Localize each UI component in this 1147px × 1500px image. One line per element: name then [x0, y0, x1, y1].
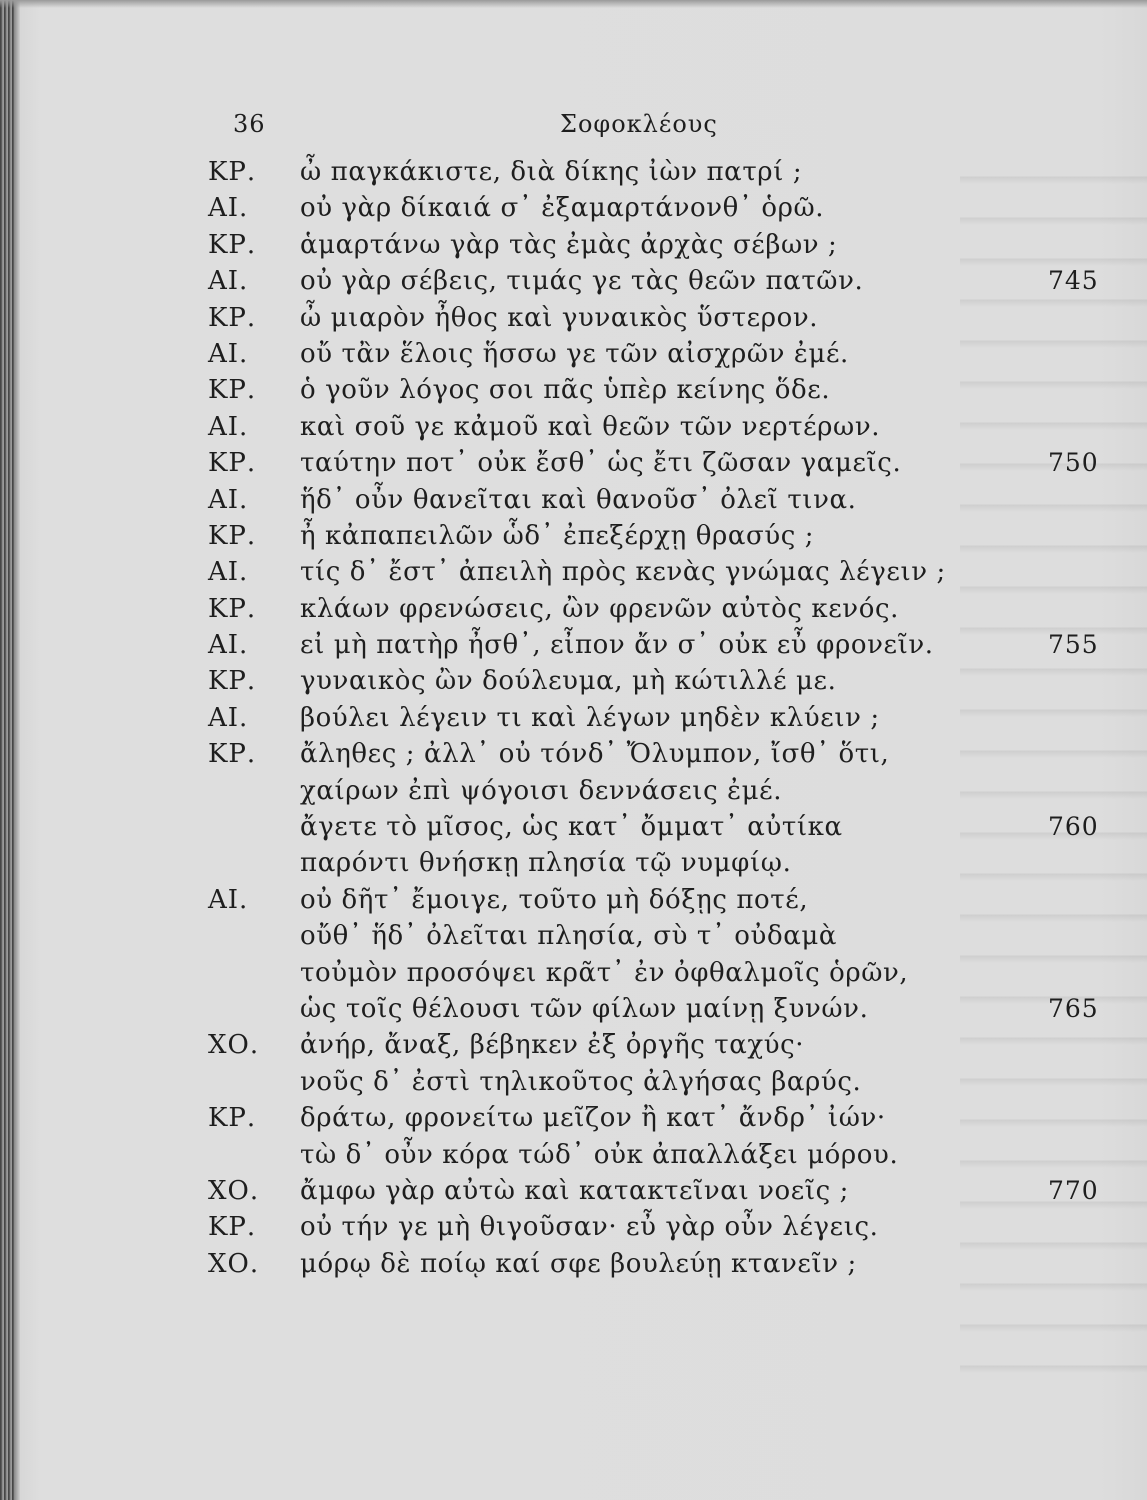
verse-line — [0, 227, 1147, 263]
verse-line — [0, 518, 1147, 554]
verse-line — [0, 1246, 1147, 1282]
verse-line — [0, 1173, 1147, 1209]
verse-text: κλάων φρενώσεις, ὢν φρενῶν αὐτὸς κενός. — [300, 593, 899, 624]
verse-line — [0, 591, 1147, 627]
verse-text: οὐ γὰρ σέβεις, τιμάς γε τὰς θεῶν πατῶν. — [300, 266, 864, 297]
verse-line — [0, 1209, 1147, 1245]
line-number: 760 — [1048, 812, 1099, 842]
verse-line — [0, 700, 1147, 736]
verse-text: χαίρων ἐπὶ ψόγοισι δεννάσεις ἐμέ. — [300, 775, 783, 806]
verse-line — [0, 736, 1147, 772]
verse-text: εἰ μὴ πατὴρ ἦσθ᾿, εἶπον ἄν σ᾿ οὐκ εὖ φρονεῖν. — [300, 630, 934, 661]
verse-line — [0, 482, 1147, 518]
speaker-label: ΑΙ. — [208, 702, 249, 733]
speaker-label: ΧΟ. — [208, 1175, 260, 1206]
verse-line — [0, 991, 1147, 1027]
verse-text: νοῦς δ᾿ ἐστὶ τηλικοῦτος ἀλγήσας βαρύς. — [300, 1066, 862, 1097]
page-number: 36 — [233, 110, 266, 138]
verse-text: οὔθ᾿ ἥδ᾿ ὀλεῖται πλησία, σὺ τ᾿ οὐδαμὰ — [300, 921, 838, 952]
verse-text: ἥδ᾿ οὖν θανεῖται καὶ θανοῦσ᾿ ὀλεῖ τινα. — [300, 484, 857, 515]
verse-block — [0, 154, 1147, 1282]
verse-line — [0, 882, 1147, 918]
verse-line — [0, 918, 1147, 954]
speaker-label: ΚΡ. — [208, 666, 257, 697]
verse-text: οὐ δῆτ᾿ ἔμοιγε, τοῦτο μὴ δόξῃς ποτέ, — [300, 884, 809, 915]
verse-line — [0, 845, 1147, 881]
running-title: Σοφοκλέους — [560, 110, 718, 138]
verse-line — [0, 554, 1147, 590]
verse-line — [0, 809, 1147, 845]
speaker-label: ΑΙ. — [208, 266, 249, 297]
verse-line — [0, 372, 1147, 408]
verse-text: ἁμαρτάνω γὰρ τὰς ἐμὰς ἀρχὰς σέβων ; — [300, 229, 838, 260]
verse-text: τίς δ᾿ ἔστ᾿ ἀπειλὴ πρὸς κενὰς γνώμας λέγειν ; — [300, 557, 946, 588]
verse-line — [0, 190, 1147, 226]
speaker-label: ΑΙ. — [208, 630, 249, 661]
verse-text: ὦ παγκάκιστε, διὰ δίκης ἰὼν πατρί ; — [300, 157, 803, 187]
verse-text: μόρῳ δὲ ποίῳ καί σφε βουλεύῃ κτανεῖν ; — [300, 1248, 857, 1279]
verse-line — [0, 300, 1147, 336]
speaker-label: ΚΡ. — [208, 1103, 257, 1134]
verse-line — [0, 409, 1147, 445]
speaker-label: ΚΡ. — [208, 520, 257, 551]
speaker-label: ΑΙ. — [208, 557, 249, 588]
page-header — [0, 110, 1147, 144]
verse-text: τοὐμὸν προσόψει κρᾶτ᾿ ἐν ὀφθαλμοῖς ὁρῶν, — [300, 957, 909, 988]
verse-line — [0, 1064, 1147, 1100]
speaker-label: ΚΡ. — [208, 375, 257, 406]
verse-text: ἦ κἀπαπειλῶν ὧδ᾿ ἐπεξέρχῃ θρασύς ; — [300, 520, 815, 551]
verse-text: ταύτην ποτ᾿ οὐκ ἔσθ᾿ ὡς ἔτι ζῶσαν γαμεῖς. — [300, 448, 902, 479]
speaker-label: ΑΙ. — [208, 193, 249, 224]
verse-line — [0, 627, 1147, 663]
speaker-label: ΚΡ. — [208, 302, 257, 333]
speaker-label: ΑΙ. — [208, 411, 249, 442]
speaker-label: ΑΙ. — [208, 484, 249, 515]
speaker-label: ΚΡ. — [208, 448, 257, 479]
line-number: 770 — [1048, 1175, 1099, 1205]
verse-text: ὦ μιαρὸν ἦθος καὶ γυναικὸς ὕστερον. — [300, 302, 819, 333]
line-number: 755 — [1048, 630, 1099, 660]
speaker-label: ΚΡ. — [208, 593, 257, 624]
speaker-label: ΑΙ. — [208, 884, 249, 915]
verse-text: βούλει λέγειν τι καὶ λέγων μηδὲν κλύειν ; — [300, 702, 880, 733]
speaker-label: ΚΡ. — [208, 1212, 257, 1243]
verse-line — [0, 263, 1147, 299]
verse-text: οὐ γὰρ δίκαιά σ᾿ ἐξαμαρτάνονθ᾿ ὁρῶ. — [300, 193, 825, 224]
verse-line — [0, 955, 1147, 991]
speaker-label: ΚΡ. — [208, 739, 257, 770]
speaker-label: ΑΙ. — [208, 338, 249, 369]
top-shadow — [0, 0, 1147, 8]
verse-line — [0, 1137, 1147, 1173]
verse-text: γυναικὸς ὢν δούλευμα, μὴ κώτιλλέ με. — [300, 666, 837, 697]
verse-line — [0, 445, 1147, 481]
verse-text: ἄγετε τὸ μῖσος, ὡς κατ᾿ ὄμματ᾿ αὐτίκα — [300, 812, 843, 843]
speaker-label: ΧΟ. — [208, 1248, 260, 1279]
verse-text: ὁ γοῦν λόγος σοι πᾶς ὑπὲρ κείνης ὅδε. — [300, 375, 831, 406]
line-number: 745 — [1048, 266, 1099, 296]
verse-text: ὡς τοῖς θέλουσι τῶν φίλων μαίνῃ ξυνών. — [300, 993, 869, 1024]
verse-text: οὔ τἂν ἕλοις ἥσσω γε τῶν αἰσχρῶν ἐμέ. — [300, 338, 849, 369]
verse-text: ἄληθες ; ἀλλ᾿ οὐ τόνδ᾿ Ὄλυμπον, ἴσθ᾿ ὅτι, — [300, 739, 890, 770]
verse-text: παρόντι θνήσκῃ πλησία τῷ νυμφίῳ. — [300, 848, 792, 879]
speaker-label: ΚΡ. — [208, 157, 257, 187]
verse-line — [0, 1027, 1147, 1063]
verse-text: ἀνήρ, ἄναξ, βέβηκεν ἐξ ὀργῆς ταχύς· — [300, 1030, 805, 1061]
speaker-label: ΚΡ. — [208, 229, 257, 260]
verse-text: καὶ σοῦ γε κἀμοῦ καὶ θεῶν τῶν νερτέρων. — [300, 411, 881, 442]
verse-text: τὼ δ᾿ οὖν κόρα τώδ᾿ οὐκ ἀπαλλάξει μόρου. — [300, 1139, 899, 1170]
verse-text: δράτω, φρονείτω μεῖζον ἢ κατ᾿ ἄνδρ᾿ ἰών· — [300, 1103, 886, 1134]
line-number: 765 — [1048, 993, 1099, 1023]
verse-line — [0, 663, 1147, 699]
line-number: 750 — [1048, 448, 1099, 478]
verse-text: ἄμφω γὰρ αὐτὼ καὶ κατακτεῖναι νοεῖς ; — [300, 1175, 850, 1206]
speaker-label: ΧΟ. — [208, 1030, 260, 1061]
verse-text: οὐ τήν γε μὴ θιγοῦσαν· εὖ γὰρ οὖν λέγεις. — [300, 1212, 879, 1243]
verse-line — [0, 336, 1147, 372]
verse-line — [0, 773, 1147, 809]
verse-line — [0, 1100, 1147, 1136]
verse-line — [0, 154, 1147, 190]
